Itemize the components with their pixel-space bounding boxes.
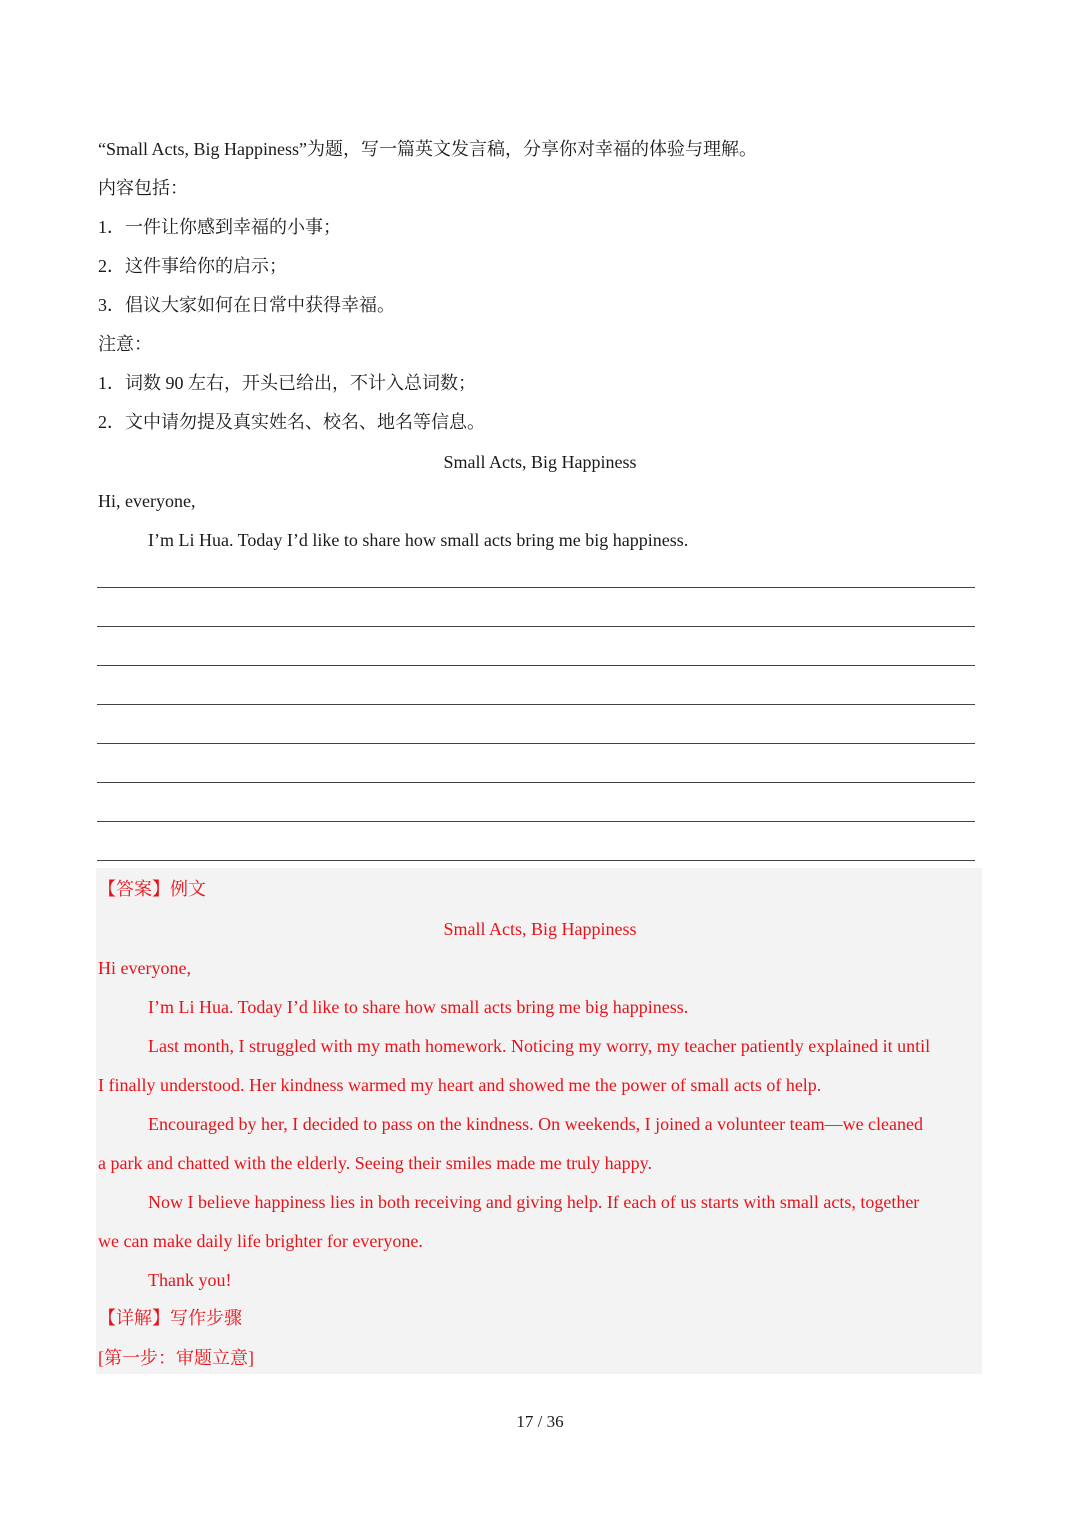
answer-line: Thank you! [148,1270,232,1290]
writing-line[interactable] [97,821,975,822]
answer-line: Last month, I struggled with my math homework. Noticing my worry, my teacher patiently explained it until [148,1036,931,1056]
answer-line: I finally understood. Her kindness warmed my heart and showed me the power of small acts of help. [98,1075,822,1095]
content-item-3: 3．倡议大家如何在日常中获得幸福。 [98,295,395,315]
answer-line: I’m Li Hua. Today I’d like to share how small acts bring me big happiness. [148,997,689,1017]
notes-label: 注意： [98,334,152,354]
explanation-step: [第一步：审题立意] [98,1348,254,1368]
answer-line: we can make daily life brighter for everyone. [98,1231,423,1251]
explanation-label: 【详解】写作步骤 [98,1308,242,1328]
essay-greeting: Hi, everyone, [98,491,196,511]
content-item-2: 2．这件事给你的启示； [98,256,287,276]
answer-label: 【答案】例文 [98,879,206,899]
answer-greeting: Hi everyone, [98,958,191,978]
writing-line[interactable] [97,704,975,705]
writing-line[interactable] [97,743,975,744]
page-number: 17 / 36 [516,1412,564,1431]
writing-line[interactable] [97,587,975,588]
content-label: 内容包括： [98,178,188,198]
content-item-1: 1．一件让你感到幸福的小事； [98,217,341,237]
essay-opening: I’m Li Hua. Today I’d like to share how small acts bring me big happiness. [148,530,689,550]
answer-line: a park and chatted with the elderly. Seeing their smiles made me truly happy. [98,1153,652,1173]
answer-title: Small Acts, Big Happiness [443,919,637,939]
writing-line[interactable] [97,626,975,627]
notes-item-2: 2．文中请勿提及真实姓名、校名、地名等信息。 [98,412,485,432]
answer-line: Now I believe happiness lies in both receiving and giving help. If each of us starts with small acts, together [148,1192,920,1212]
prompt-instruction: “Small Acts, Big Happiness”为题，写一篇英文发言稿，分享你对幸福的体验与理解。 [98,139,757,159]
notes-item-1: 1．词数 90 左右，开头已给出，不计入总词数； [98,373,476,393]
writing-line[interactable] [97,665,975,666]
answer-line: Encouraged by her, I decided to pass on the kindness. On weekends, I joined a volunteer team—we cleaned [148,1114,924,1134]
writing-line[interactable] [97,860,975,861]
writing-line[interactable] [97,782,975,783]
essay-title: Small Acts, Big Happiness [443,452,637,472]
